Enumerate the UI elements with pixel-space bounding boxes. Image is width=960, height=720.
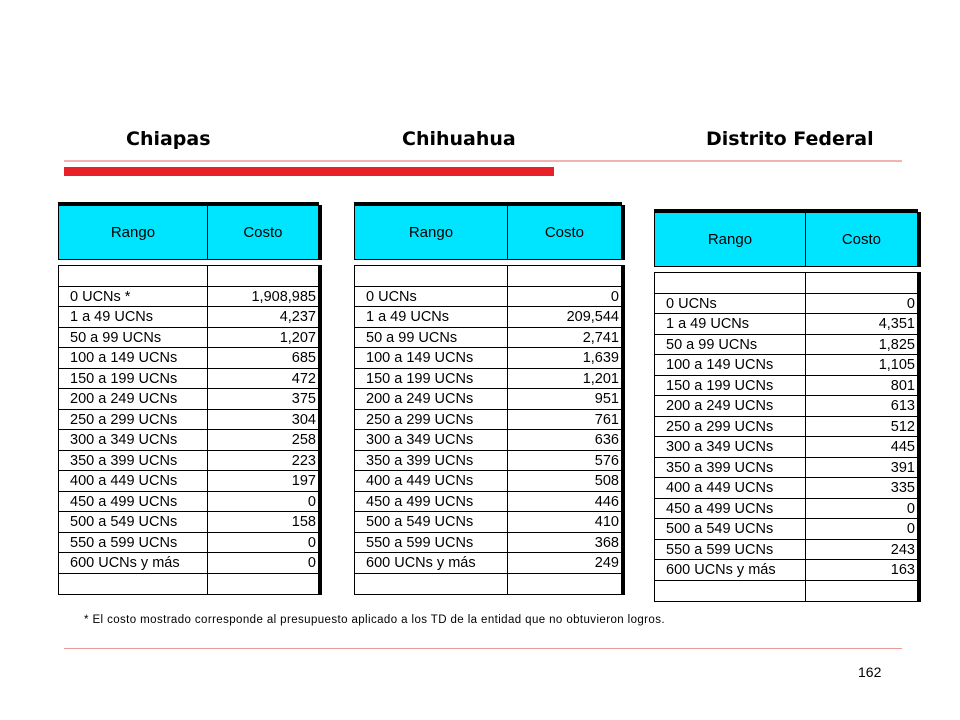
- cell-costo: 576: [594, 452, 619, 469]
- cell-costo: 951: [594, 391, 619, 407]
- cell-rango: 100 a 149 UCNs: [59, 348, 208, 368]
- cell-rango: 400 a 449 UCNs: [355, 471, 508, 491]
- cell-costo: 335: [890, 480, 915, 496]
- table-row: [59, 471, 318, 492]
- cell-rango: 0 UCNs: [655, 294, 806, 314]
- table-row: [355, 266, 621, 287]
- cell-costo: 512: [890, 418, 915, 435]
- table-row: [355, 307, 621, 328]
- cell-rango: 100 a 149 UCNs: [355, 348, 508, 368]
- cell-rango: 350 a 399 UCNs: [59, 451, 208, 471]
- cell-rango: 500 a 549 UCNs: [59, 512, 208, 532]
- table-row: [655, 478, 917, 499]
- header-costo: Costo: [841, 231, 882, 248]
- table-row: [655, 417, 917, 438]
- cell-rango: [655, 581, 806, 602]
- table-row: [59, 266, 318, 287]
- table-row: [655, 273, 917, 294]
- table-row: [655, 335, 917, 356]
- table-row: [355, 430, 621, 451]
- table-header: [354, 205, 622, 260]
- cell-costo: 761: [594, 411, 619, 428]
- cell-costo: 243: [890, 541, 915, 558]
- cell-costo: 613: [890, 398, 915, 414]
- cell-rango: 0 UCNs *: [59, 287, 208, 307]
- cell-rango: 200 a 249 UCNs: [59, 389, 208, 409]
- table-row: [655, 355, 917, 376]
- cell-rango: 350 a 399 UCNs: [355, 451, 508, 471]
- cell-rango: 250 a 299 UCNs: [355, 410, 508, 430]
- cell-costo: 801: [890, 377, 915, 394]
- cell-costo: 1,639: [582, 350, 619, 366]
- table-row: [59, 410, 318, 431]
- table-row: [655, 581, 917, 602]
- cell-rango: [355, 574, 508, 595]
- cell-costo: [806, 273, 917, 293]
- table-row: [59, 553, 318, 574]
- table-row: [59, 389, 318, 410]
- table-row: [355, 451, 621, 472]
- cell-rango: 300 a 349 UCNs: [655, 437, 806, 457]
- cell-costo: 0: [906, 521, 915, 537]
- title-chihuahua: Chihuahua: [402, 128, 516, 150]
- cell-rango: 200 a 249 UCNs: [655, 396, 806, 416]
- cell-costo: 0: [307, 555, 316, 571]
- cell-rango: 450 a 499 UCNs: [59, 492, 208, 512]
- table-row: [59, 307, 318, 328]
- footnote: * El costo mostrado corresponde al presupuesto aplicado a los TD de la entidad que no obtuvieron logros.: [84, 614, 665, 626]
- cell-costo: 0: [307, 534, 316, 551]
- accent-bar: [64, 167, 554, 176]
- table-row: [355, 328, 621, 349]
- cell-rango: 450 a 499 UCNs: [655, 499, 806, 519]
- cell-costo: 223: [291, 452, 316, 469]
- cell-rango: 400 a 449 UCNs: [59, 471, 208, 491]
- table-row: [655, 314, 917, 335]
- table-row: [355, 369, 621, 390]
- cell-rango: 50 a 99 UCNs: [655, 335, 806, 355]
- cell-costo: 163: [890, 562, 915, 578]
- table-row: [355, 553, 621, 574]
- table-row: [59, 574, 318, 595]
- cell-rango: 250 a 299 UCNs: [655, 417, 806, 437]
- cell-rango: 500 a 549 UCNs: [355, 512, 508, 532]
- table-row: [59, 451, 318, 472]
- cell-rango: 200 a 249 UCNs: [355, 389, 508, 409]
- table-row: [59, 348, 318, 369]
- table-body: [58, 265, 319, 595]
- table-header: [654, 212, 918, 267]
- cell-rango: 1 a 49 UCNs: [59, 307, 208, 327]
- cell-costo: 158: [291, 514, 316, 530]
- table-row: [655, 376, 917, 397]
- cell-costo: 508: [594, 473, 619, 489]
- cell-costo: 249: [594, 555, 619, 571]
- header-costo: Costo: [544, 224, 585, 241]
- title-distrito-federal: Distrito Federal: [706, 128, 874, 150]
- table-row: [355, 348, 621, 369]
- cell-rango: 450 a 499 UCNs: [355, 492, 508, 512]
- table-row: [59, 287, 318, 308]
- cell-rango: 150 a 199 UCNs: [655, 376, 806, 396]
- cell-costo: 4,351: [878, 316, 915, 332]
- cell-rango: 400 a 449 UCNs: [655, 478, 806, 498]
- cell-costo: 391: [890, 459, 915, 476]
- top-divider: [64, 160, 902, 162]
- cell-rango: 550 a 599 UCNs: [355, 533, 508, 553]
- cell-costo: 472: [291, 370, 316, 387]
- table-row: [355, 471, 621, 492]
- table-row: [355, 389, 621, 410]
- cell-costo: [508, 574, 621, 595]
- table-row: [59, 492, 318, 513]
- table-row: [655, 519, 917, 540]
- cell-rango: 350 a 399 UCNs: [655, 458, 806, 478]
- cell-costo: [508, 266, 621, 286]
- table-row: [59, 328, 318, 349]
- table-row: [655, 458, 917, 479]
- cell-costo: 410: [594, 514, 619, 530]
- table-row: [655, 560, 917, 581]
- cell-rango: 1 a 49 UCNs: [355, 307, 508, 327]
- cell-costo: 197: [291, 473, 316, 489]
- table-row: [355, 410, 621, 431]
- cell-rango: 600 UCNs y más: [59, 553, 208, 573]
- table-body: [354, 265, 622, 595]
- cell-rango: 600 UCNs y más: [655, 560, 806, 580]
- cell-costo: 209,544: [566, 309, 619, 325]
- cell-rango: 0 UCNs: [355, 287, 508, 307]
- table-row: [355, 533, 621, 554]
- table-row: [355, 287, 621, 308]
- cell-costo: 0: [906, 295, 915, 312]
- cell-rango: 1 a 49 UCNs: [655, 314, 806, 334]
- cell-costo: 1,908,985: [251, 288, 316, 305]
- table-row: [355, 492, 621, 513]
- table-header: [58, 205, 319, 260]
- cell-rango: 250 a 299 UCNs: [59, 410, 208, 430]
- cell-costo: 4,237: [279, 309, 316, 325]
- cell-rango: 100 a 149 UCNs: [655, 355, 806, 375]
- cell-costo: 1,207: [279, 329, 316, 346]
- cell-rango: [59, 574, 208, 595]
- cell-rango: 150 a 199 UCNs: [59, 369, 208, 389]
- cell-rango: 50 a 99 UCNs: [59, 328, 208, 348]
- table-row: [59, 533, 318, 554]
- header-rango: Rango: [59, 206, 208, 259]
- cell-rango: [655, 273, 806, 293]
- cell-costo: [208, 266, 318, 286]
- cell-costo: 0: [906, 500, 915, 517]
- table-row: [655, 540, 917, 561]
- table-row: [59, 512, 318, 533]
- cell-costo: 685: [291, 350, 316, 366]
- cell-rango: 550 a 599 UCNs: [59, 533, 208, 553]
- cell-rango: 500 a 549 UCNs: [655, 519, 806, 539]
- cell-costo: 445: [890, 439, 915, 455]
- bottom-divider: [64, 648, 902, 649]
- cell-costo: 0: [610, 288, 619, 305]
- cell-rango: 600 UCNs y más: [355, 553, 508, 573]
- cell-costo: [208, 574, 318, 595]
- cell-rango: 300 a 349 UCNs: [355, 430, 508, 450]
- cell-rango: 50 a 99 UCNs: [355, 328, 508, 348]
- table-row: [655, 437, 917, 458]
- cell-costo: 375: [291, 391, 316, 407]
- cell-costo: 446: [594, 493, 619, 510]
- cell-costo: 1,105: [878, 357, 915, 373]
- table-row: [59, 430, 318, 451]
- table-row: [655, 499, 917, 520]
- cell-costo: [806, 581, 917, 602]
- cell-costo: 1,825: [878, 336, 915, 353]
- cell-rango: 150 a 199 UCNs: [355, 369, 508, 389]
- cell-rango: [355, 266, 508, 286]
- cell-costo: 304: [291, 411, 316, 428]
- title-chiapas: Chiapas: [126, 128, 211, 150]
- table-row: [655, 294, 917, 315]
- table-row: [355, 512, 621, 533]
- cell-costo: 1,201: [582, 370, 619, 387]
- cell-rango: 300 a 349 UCNs: [59, 430, 208, 450]
- header-costo: Costo: [243, 224, 283, 241]
- cell-rango: [59, 266, 208, 286]
- cell-costo: 0: [307, 493, 316, 510]
- cell-costo: 368: [594, 534, 619, 551]
- header-rango: Rango: [655, 213, 806, 266]
- cell-costo: 258: [291, 432, 316, 448]
- table-body: [654, 272, 918, 602]
- cell-costo: 2,741: [582, 329, 619, 346]
- table-row: [59, 369, 318, 390]
- header-rango: Rango: [355, 206, 508, 259]
- page-number: 162: [858, 664, 882, 680]
- cell-costo: 636: [594, 432, 619, 448]
- cell-rango: 550 a 599 UCNs: [655, 540, 806, 560]
- table-row: [655, 396, 917, 417]
- table-row: [355, 574, 621, 595]
